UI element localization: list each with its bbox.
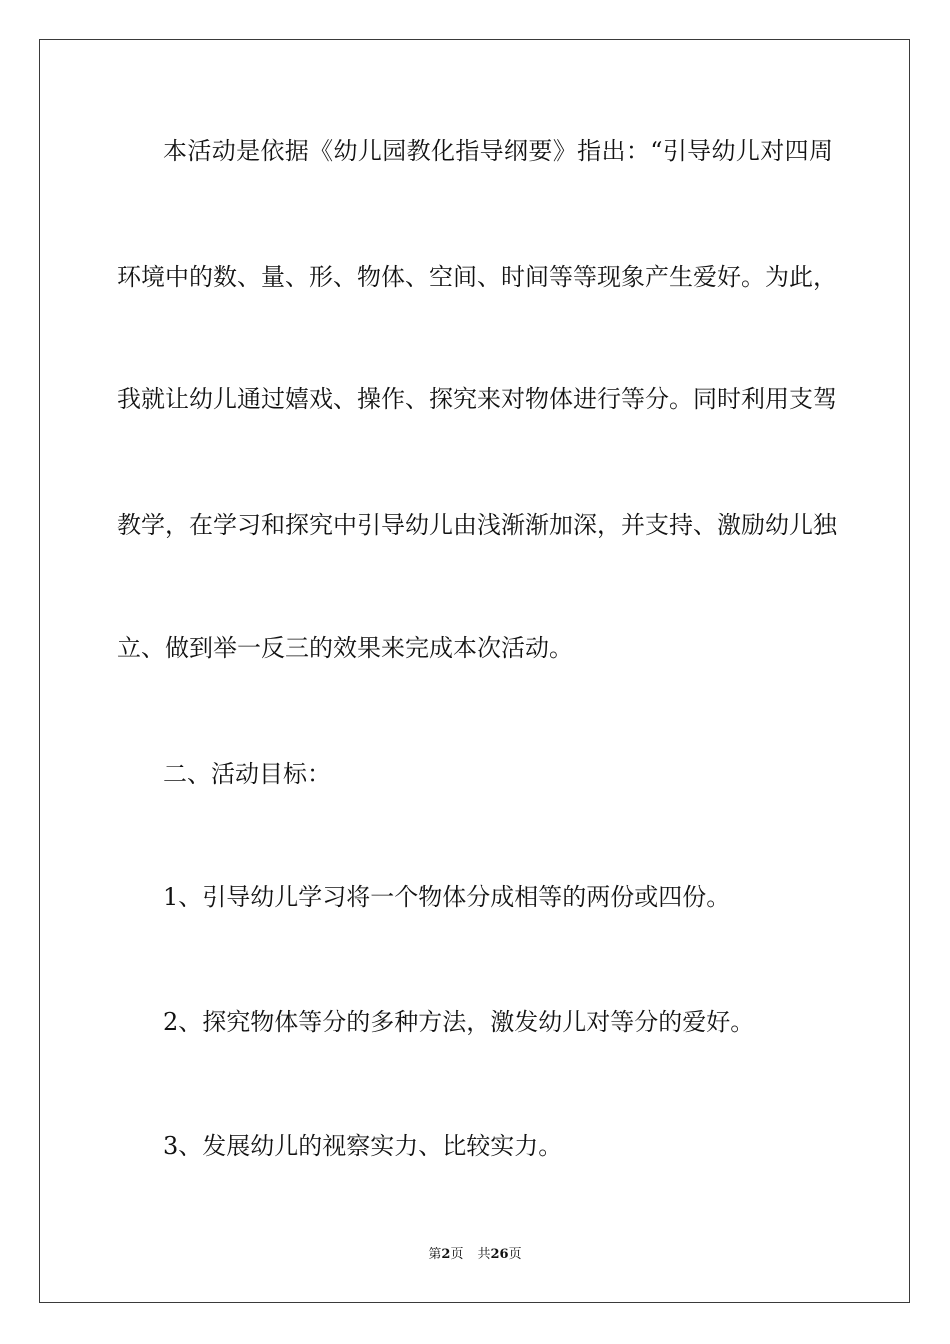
goal-item-3: 3、发展幼儿的视察实力、比较实力。 <box>163 1132 563 1160</box>
current-page-number: 2 <box>441 1247 451 1262</box>
goal-item-1: 1、引导幼儿学习将一个物体分成相等的两份或四份。 <box>163 883 731 911</box>
paragraph-line-3: 我就让幼儿通过嬉戏、操作、探究来对物体进行等分。同时利用支驾 <box>117 385 837 413</box>
page-footer <box>0 1246 950 1264</box>
page-suffix: 页 <box>450 1247 464 1262</box>
paragraph-line-5: 立、做到举一反三的效果来完成本次活动。 <box>117 634 573 662</box>
page-prefix: 第 <box>428 1247 442 1262</box>
paragraph-line-2: 环境中的数、量、形、物体、空间、时间等等现象产生爱好。为此， <box>117 263 837 291</box>
total-suffix: 页 <box>508 1247 522 1262</box>
paragraph-line-4: 教学，在学习和探究中引导幼儿由浅渐渐加深，并支持、激励幼儿独 <box>117 511 837 539</box>
section-heading: 二、活动目标： <box>163 760 331 788</box>
page-border <box>39 39 910 1303</box>
paragraph-line-1: 本活动是依据《幼儿园教化指导纲要》指出：“引导幼儿对四周 <box>163 137 833 165</box>
total-pages-number: 26 <box>490 1247 509 1262</box>
total-prefix: 共 <box>477 1247 491 1262</box>
goal-item-2: 2、探究物体等分的多种方法，激发幼儿对等分的爱好。 <box>163 1008 755 1036</box>
